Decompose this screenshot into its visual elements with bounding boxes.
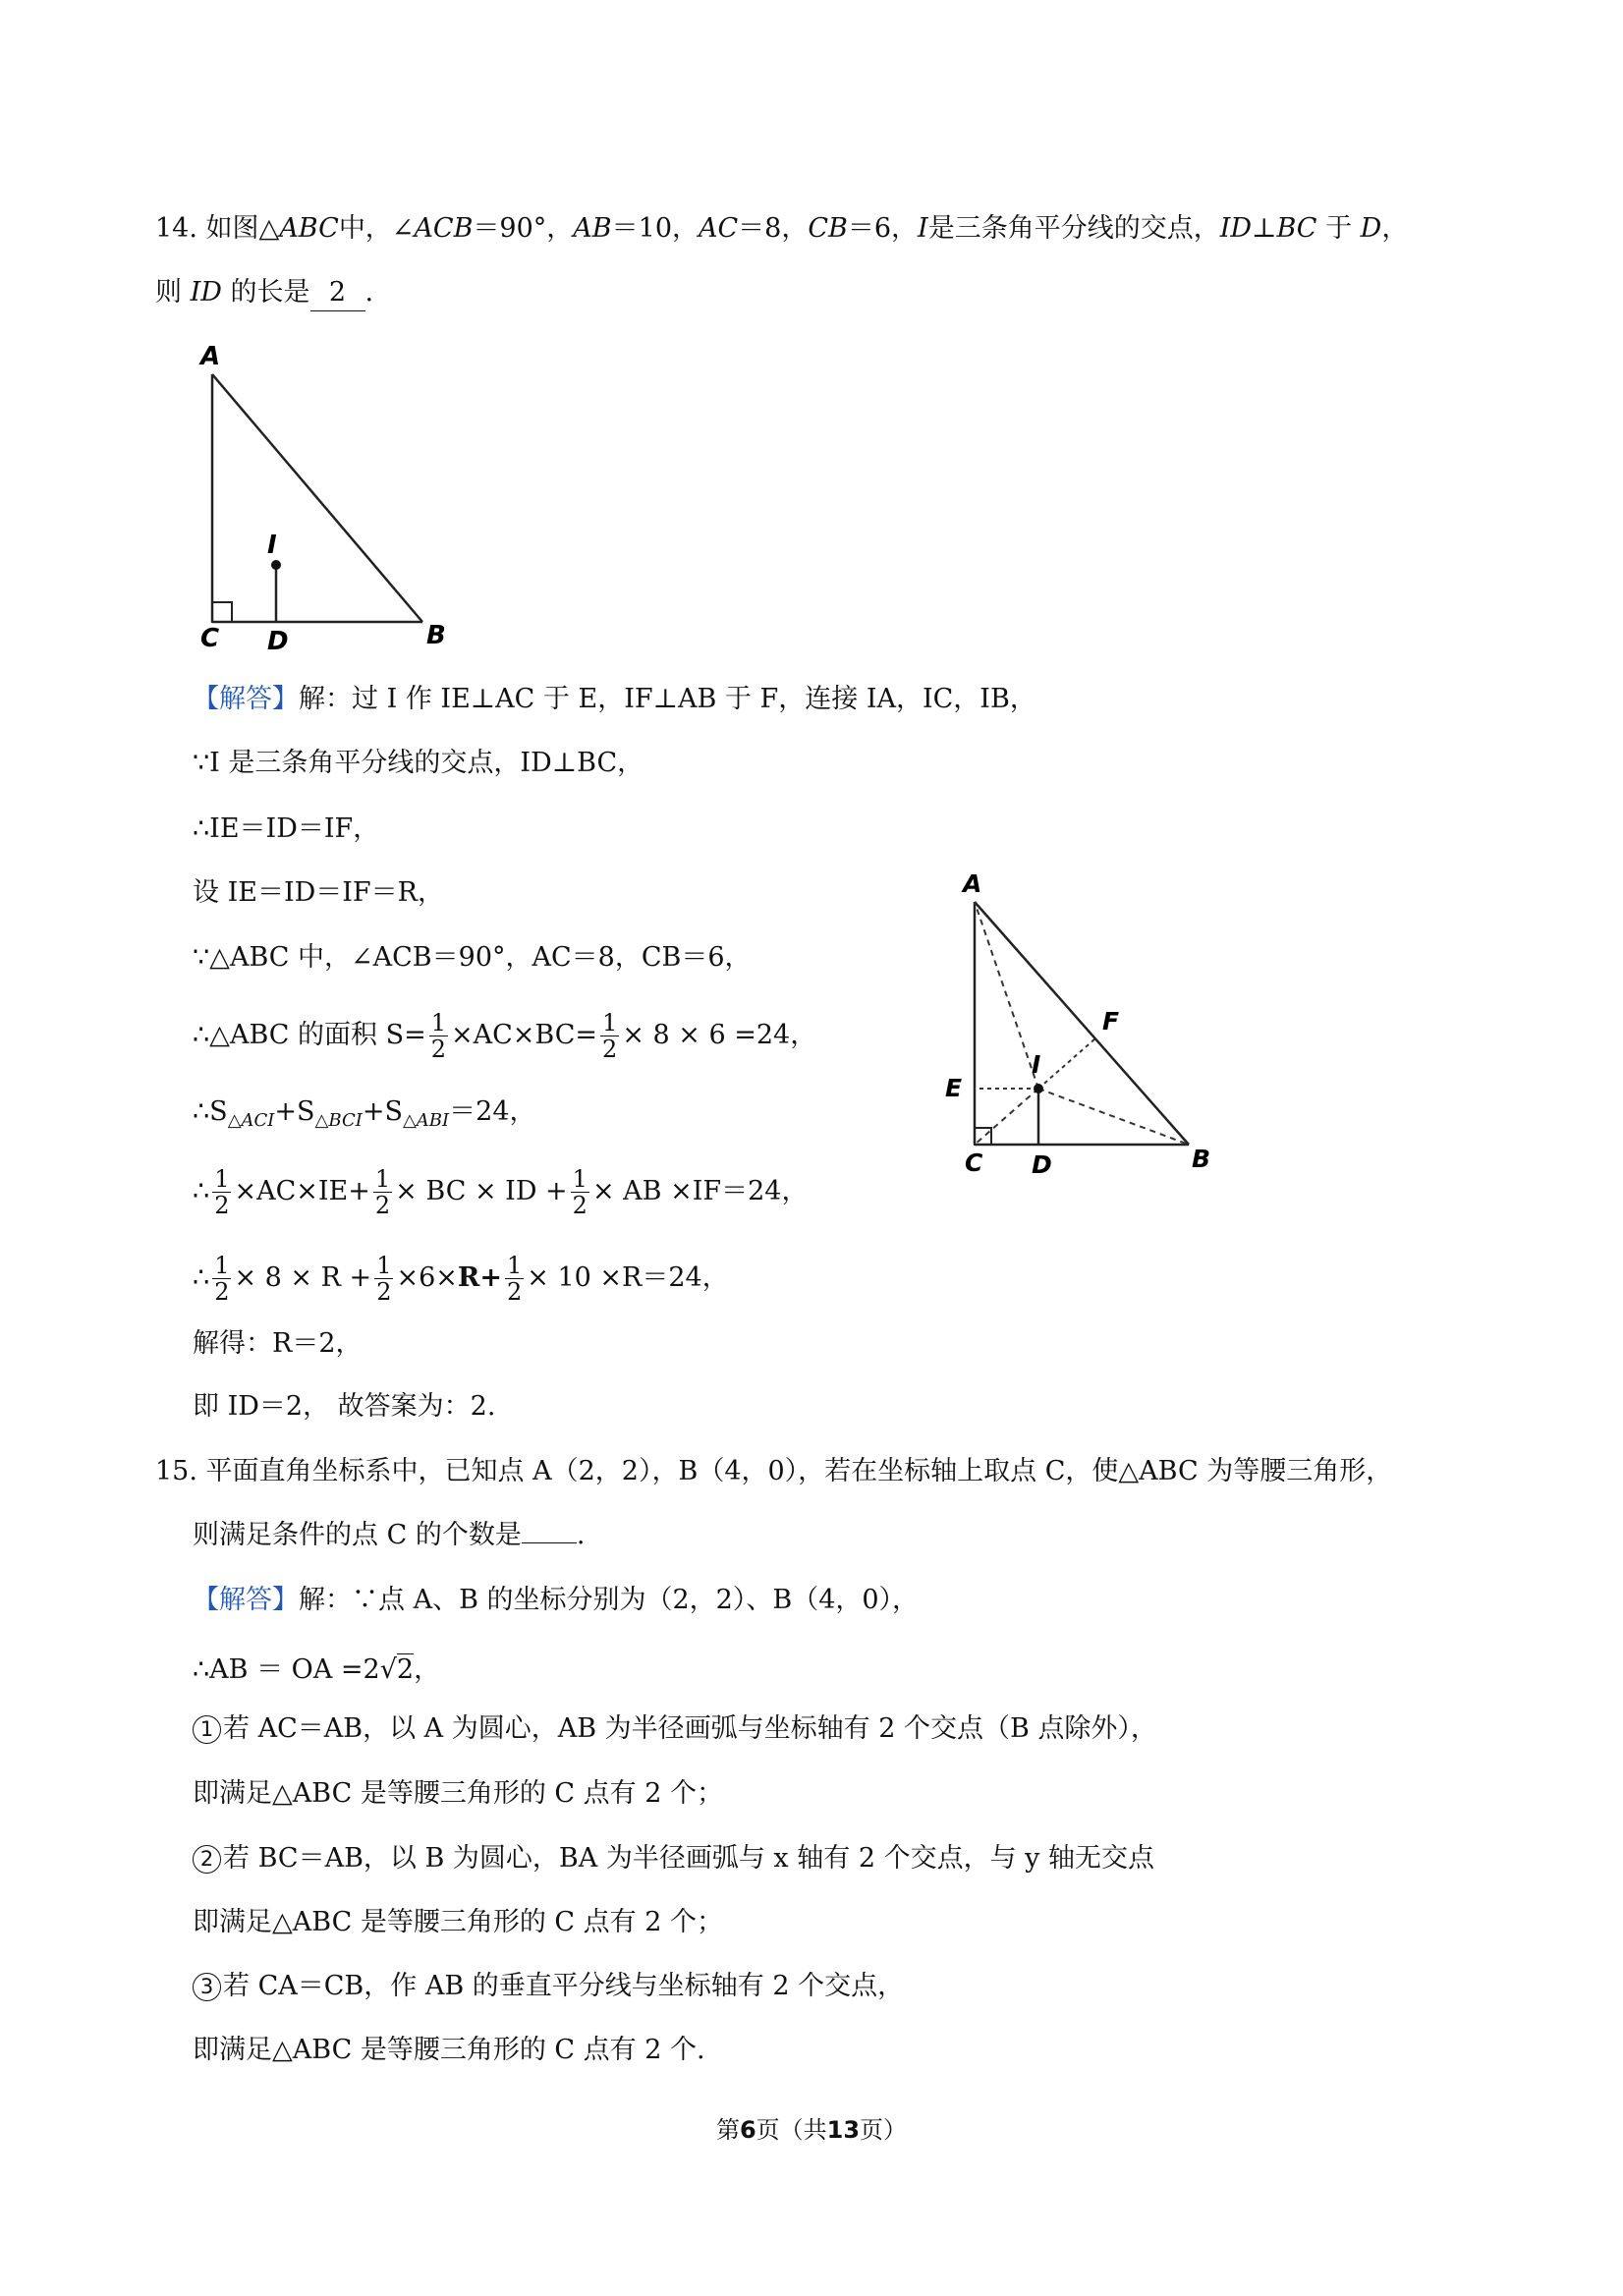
solution-tag: 【解答】 [193,1585,299,1615]
q14-sol-10: 解得：R＝2， [193,1328,363,1359]
label-B: B [1192,1145,1211,1173]
label-A: A [200,342,221,371]
label-E: E [945,1074,963,1102]
page-total: 13 [826,2116,861,2144]
q14-sol-5: ∵△ABC 中，∠ACB＝90°，AC＝8，CB＝6， [193,942,752,973]
q14-sol-2: ∵I 是三条角平分线的交点，ID⊥BC， [193,748,644,778]
q14-line2: 则 ID 的长是 2 . [155,275,373,311]
circled-number-2: 2 [193,1845,221,1874]
q15-sol-5: 2 若 BC＝AB，以 B 为圆心，BA 为半径画弧与 x 轴有 2 个交点，与 y 轴无交点 [193,1841,1154,1876]
q14-line1: 14. 如图△ABC中，∠ACB＝90°，AB＝10，AC＝8，CB＝6，I是三条角平分线的交点，ID⊥BC 于 D， [155,213,1409,244]
triangle-figure-1 [187,339,511,663]
q14-sol-11: 即 ID＝2， 故答案为：2. [193,1391,496,1422]
q14-sol-3: ∴IE＝ID＝IF， [193,813,380,844]
label-B: B [426,621,446,650]
circled-number-3: 3 [193,1973,221,2001]
q14-sol-8: ∴ $\frac{1}{2}$ ×AC×IE+ $\frac{1}{2}$ × BC × ID + $\frac{1}{2}$ × AB ×IF＝24， [193,1165,809,1219]
triangle-figure-2 [933,865,1228,1189]
answer-blank: 2 [310,275,365,311]
q14-sol-6: ∴△ABC 的面积 S= $\frac{1}{2}$ ×AC×BC= $\frac{1}{2}$ × 8 × 6 =24， [193,1009,817,1063]
circled-number-1: 1 [193,1715,221,1744]
q15-sol-2: ∴AB ＝ OA =2√2， [193,1654,441,1685]
q15-line1: 15. 平面直角坐标系中，已知点 A（2，2），B（4，0），若在坐标轴上取点 C，使△ABC 为等腰三角形， [155,1456,1393,1486]
q14-sol-9: ∴ $\frac{1}{2}$ × 8 × R + $\frac{1}{2}$ ×6×R+ $\frac{1}{2}$ × 10 ×R＝24， [193,1252,729,1306]
label-A: A [963,869,982,898]
q15-sol-3: 1 若 AC＝AB，以 A 为圆心，AB 为半径画弧与坐标轴有 2 个交点（B 点除外）， [193,1711,1157,1747]
q15-sol-8: 即满足△ABC 是等腰三角形的 C 点有 2 个. [193,2035,705,2065]
q15-sol-7: 3 若 CA＝CB，作 AB 的垂直平分线与坐标轴有 2 个交点， [193,1969,904,2004]
label-C: C [965,1148,983,1177]
solution-tag: 【解答】 [193,684,299,714]
answer-blank [522,1542,577,1543]
q15-line2: 则满足条件的点 C 的个数是 . [193,1520,586,1550]
q14-sol-4: 设 IE＝ID＝IF＝R， [193,877,444,908]
label-I: I [1032,1050,1041,1079]
sqrt-symbol: √ [379,1654,397,1685]
page-number: 6 [739,2116,756,2144]
q15-sol-1: 【解答】解：∵点 A、B 的坐标分别为（2，2）、B（4，0）， [193,1585,920,1615]
label-I: I [267,531,277,560]
q15-sol-4: 即满足△ABC 是等腰三角形的 C 点有 2 个； [193,1778,724,1809]
q14-sol-7: $\therefore S_{\triangle ACI}+S_{\triangle BCI}+S_{\triangle ABI}=24$， [193,1096,536,1131]
page-footer: 第6页（共13页） [715,2116,908,2144]
label-C: C [200,624,220,653]
q14-sol-1: 【解答】解：过 I 作 IE⊥AC 于 E，IF⊥AB 于 F，连接 IA，IC，IB， [193,684,1036,714]
label-D: D [1032,1150,1052,1179]
label-F: F [1102,1007,1120,1036]
label-D: D [267,627,289,656]
q15-sol-6: 即满足△ABC 是等腰三角形的 C 点有 2 个； [193,1907,724,1937]
